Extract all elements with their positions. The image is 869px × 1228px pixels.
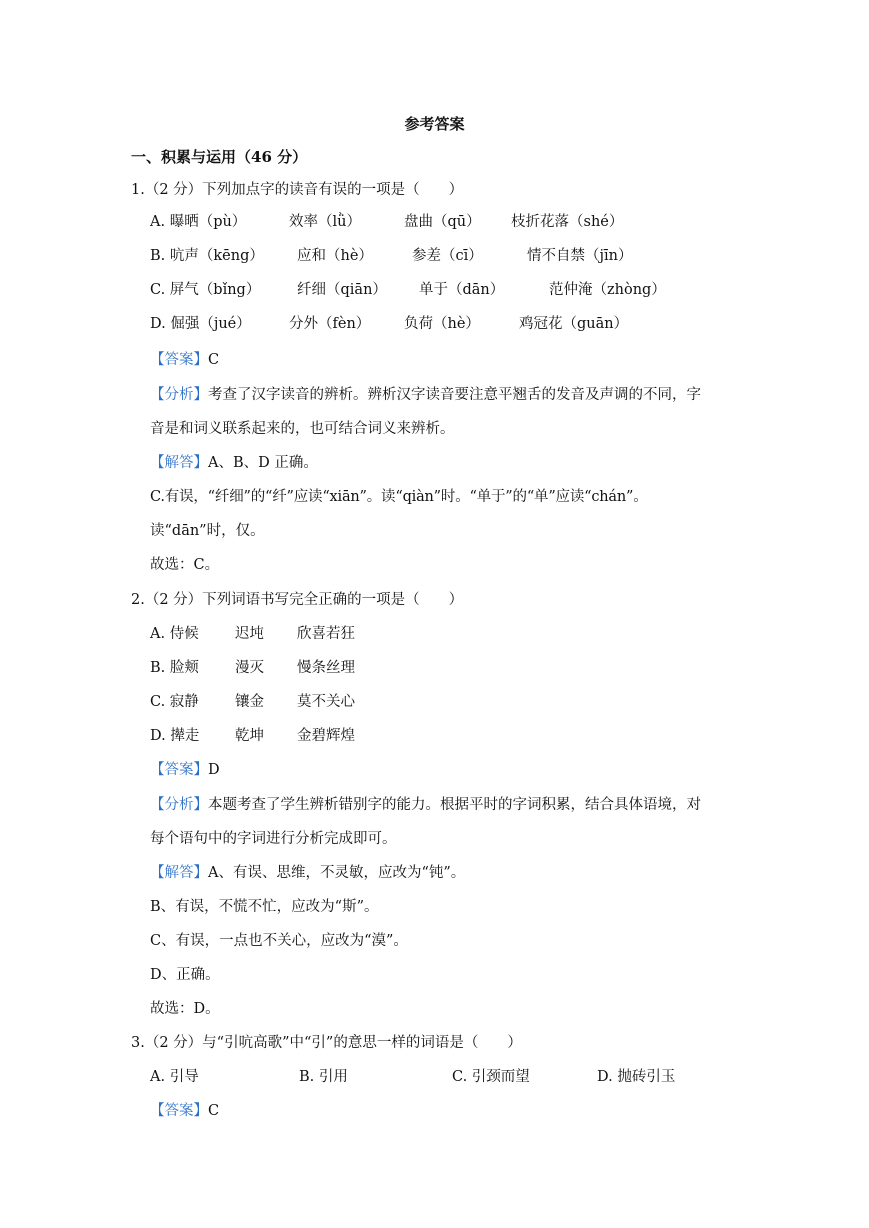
q2-option-d-1: D. 撵走 — [150, 728, 200, 744]
option-c-1: C. 屏气（bǐng） — [150, 282, 261, 298]
option-c-4: 范仲淹（zhòng） — [549, 282, 666, 298]
q2-option-c-3: 莫不关心 — [297, 694, 355, 710]
q2-option-a-3: 欣喜若狂 — [297, 626, 355, 642]
option-b-1: B. 吭声（kēng） — [150, 248, 264, 264]
q1-choose: 故选：C。 — [150, 557, 220, 573]
page-title: 参考答案 — [404, 115, 465, 133]
question-1-stem: 1.（2 分）下列加点字的读音有误的一项是（ ） — [131, 182, 464, 198]
q2-option-c-1: C. 寂静 — [150, 694, 199, 710]
q2-answer: 【答案】D — [150, 762, 220, 778]
q2-option-b-2: 漫灭 — [235, 660, 264, 676]
option-d-2: 分外（fèn） — [289, 316, 371, 332]
q2-choose: 故选：D。 — [150, 1001, 220, 1017]
q1-solution-line2: C.有误，“纤细”的“纤”应读“xiān”。读“qiàn”时。“单于”的“单”应读“chán”。 — [150, 489, 648, 505]
option-c-3: 单于（dān） — [419, 282, 505, 298]
q1-analysis-cont: 音是和词义联系起来的，也可结合词义来辨析。 — [150, 421, 455, 437]
option-a-2: 效率（lǜ） — [289, 214, 361, 230]
option-b-3: 参差（cī） — [412, 248, 483, 264]
question-3-stem: 3.（2 分）与“引吭高歌”中“引”的意思一样的词语是（ ） — [131, 1035, 522, 1051]
q2-solution-line2: B、有误，不慌不忙，应改为“斯”。 — [150, 899, 379, 915]
option-a-4: 枝折花落（shé） — [511, 214, 624, 230]
q1-answer: 【答案】C — [150, 352, 220, 368]
q2-option-a-2: 迟坉 — [235, 626, 264, 642]
option-a-3: 盘曲（qū） — [404, 214, 481, 230]
q2-solution: 【解答】A、有误、思维，不灵敏，应改为“钝”。 — [150, 865, 466, 881]
q2-solution-line3: C、有误，一点也不关心，应改为“漠”。 — [150, 933, 408, 949]
q3-option-c: C. 引颈而望 — [452, 1069, 530, 1085]
q3-option-d: D. 抛砖引玉 — [597, 1069, 676, 1085]
section-heading: 一、积累与运用（46 分） — [131, 148, 308, 166]
q2-solution-line4: D、正确。 — [150, 967, 220, 983]
q3-option-a: A. 引导 — [150, 1069, 199, 1085]
q2-analysis: 【分析】本题考查了学生辨析错别字的能力。根据平时的字词积累，结合具体语境，对 — [150, 797, 701, 813]
q2-option-b-1: B. 脸颊 — [150, 660, 199, 676]
question-2-stem: 2.（2 分）下列词语书写完全正确的一项是（ ） — [131, 592, 464, 608]
option-b-4: 情不自禁（jīn） — [527, 248, 633, 264]
option-d-1: D. 倔强（jué） — [150, 316, 251, 332]
option-a-1: A. 曝晒（pù） — [150, 214, 247, 230]
q2-option-c-2: 镶金 — [235, 694, 264, 710]
q2-option-a-1: A. 侍候 — [150, 626, 199, 642]
q2-option-d-3: 金碧辉煌 — [297, 728, 355, 744]
q3-option-b: B. 引用 — [299, 1069, 348, 1085]
q3-answer: 【答案】C — [150, 1103, 220, 1119]
q2-analysis-cont: 每个语句中的字词进行分析完成即可。 — [150, 831, 397, 847]
q1-solution-line3: 读“dān”时，仅。 — [150, 523, 265, 539]
q1-analysis: 【分析】考查了汉字读音的辨析。辨析汉字读音要注意平翘舌的发音及声调的不同，字 — [150, 387, 701, 403]
q2-option-d-2: 乾坤 — [235, 728, 264, 744]
option-b-2: 应和（hè） — [297, 248, 373, 264]
option-d-3: 负荷（hè） — [404, 316, 480, 332]
q2-option-b-3: 慢条丝理 — [297, 660, 355, 676]
q1-solution: 【解答】A、B、D 正确。 — [150, 455, 318, 471]
option-d-4: 鸡冠花（guān） — [519, 316, 629, 332]
option-c-2: 纤细（qiān） — [297, 282, 387, 298]
